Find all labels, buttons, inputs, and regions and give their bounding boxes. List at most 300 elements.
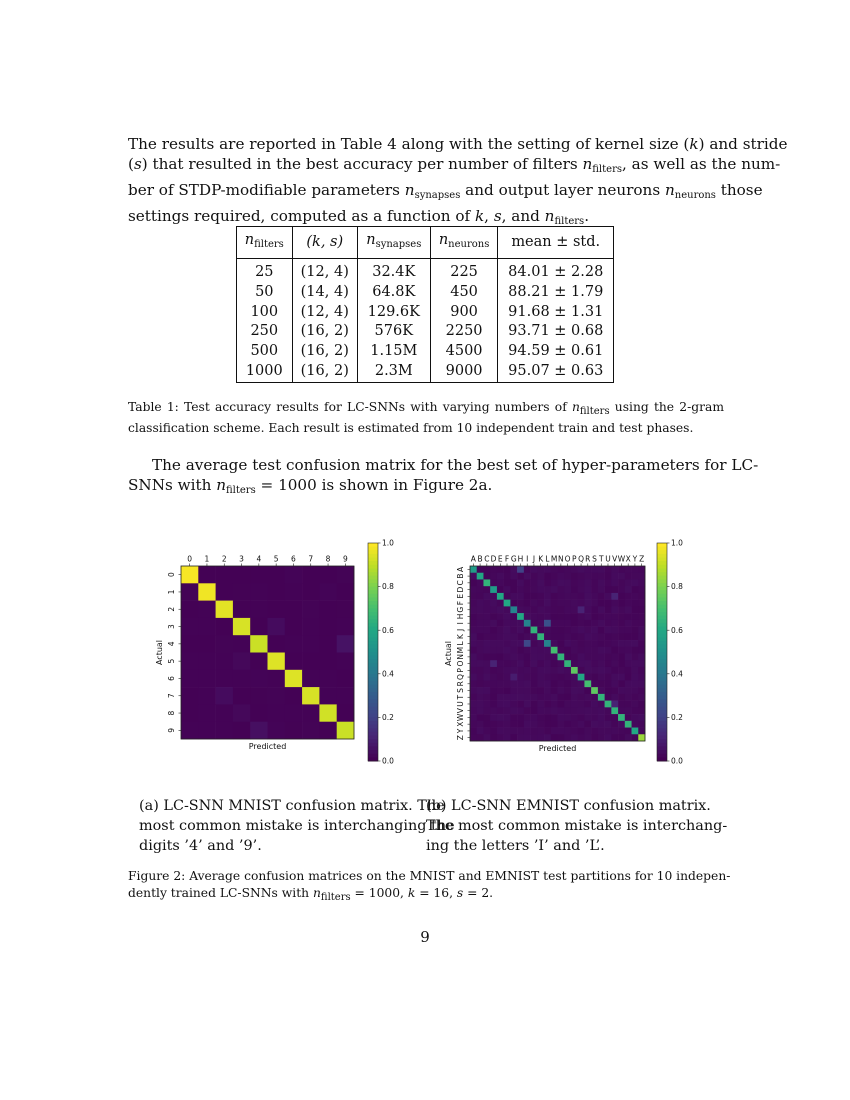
- colorbar-segment: [368, 623, 378, 627]
- table-cell: (16, 2): [292, 322, 357, 342]
- heatmap-cell: [537, 667, 544, 674]
- heatmap-cell: [544, 674, 551, 681]
- heatmap-cell: [510, 627, 517, 634]
- heatmap-cell: [544, 600, 551, 607]
- heatmap-cell: [250, 653, 268, 671]
- heatmap-cell: [497, 586, 504, 593]
- heatmap-cell: [531, 721, 538, 728]
- heatmap-cell: [477, 566, 484, 573]
- colorbar-segment: [657, 616, 667, 620]
- y-tick-label: X: [456, 721, 465, 727]
- colorbar-tick-label: 0.2: [382, 713, 394, 722]
- heatmap-cell: [591, 680, 598, 687]
- colorbar-segment: [657, 656, 667, 660]
- x-tick-label: W: [617, 554, 626, 564]
- heatmap-cell: [591, 586, 598, 593]
- heatmap-cell: [632, 620, 639, 627]
- table-cell: 91.68 ± 1.31: [498, 303, 614, 323]
- y-tick-label: P: [456, 668, 465, 673]
- heatmap-cell: [198, 601, 216, 619]
- heatmap-cell: [517, 660, 524, 667]
- colorbar-segment: [657, 681, 667, 685]
- heatmap-cell: [517, 566, 524, 573]
- heatmap-cell: [504, 606, 511, 613]
- heatmap-cell: [578, 566, 585, 573]
- heatmap-cell: [181, 704, 199, 722]
- colorbar-segment: [368, 688, 378, 692]
- colorbar-tick-label: 0.4: [671, 669, 683, 679]
- heatmap-cell: [517, 620, 524, 627]
- heatmap-cell: [632, 573, 639, 580]
- table-cell: 94.59 ± 0.61: [498, 342, 614, 362]
- heatmap-cell: [470, 687, 477, 694]
- heatmap-cell: [551, 593, 558, 600]
- heatmap-cell: [605, 734, 612, 741]
- x-tick-label: O: [564, 554, 571, 564]
- colorbar-tick-label: 0.4: [382, 669, 394, 679]
- heatmap-cell: [470, 714, 477, 721]
- heatmap-cell: [216, 670, 234, 688]
- heatmap-cell: [564, 707, 571, 714]
- heatmap-cell: [584, 640, 591, 647]
- heatmap-cell: [618, 627, 625, 634]
- heatmap-cell: [531, 579, 538, 586]
- x-tick-label: 2: [221, 554, 227, 564]
- heatmap-cell: [558, 728, 565, 735]
- table-cell: 129.6K: [357, 303, 430, 323]
- heatmap-cell: [250, 618, 268, 636]
- x-tick-label: X: [625, 554, 631, 564]
- heatmap-cell: [483, 647, 490, 654]
- colorbar-segment: [368, 652, 378, 656]
- heatmap-cell: [605, 613, 612, 620]
- heatmap-cell: [564, 606, 571, 613]
- heatmap-cell: [477, 640, 484, 647]
- heatmap-cell: [571, 620, 578, 627]
- y-tick-label: O: [456, 660, 465, 667]
- heatmap-cell: [605, 640, 612, 647]
- heatmap-cell: [302, 583, 320, 601]
- heatmap-cell: [558, 566, 565, 573]
- colorbar-segment: [368, 576, 378, 580]
- heatmap-cell: [517, 680, 524, 687]
- heatmap-cell: [483, 721, 490, 728]
- heatmap-cell: [632, 667, 639, 674]
- heatmap-cell: [250, 635, 268, 653]
- heatmap-cell: [531, 600, 538, 607]
- figure-caption-line-1: Figure 2: Average confusion matrices on the MNIST and EMNIST test partitions for 10 indepen-: [128, 869, 731, 883]
- heatmap-cell: [605, 586, 612, 593]
- heatmap-cell: [510, 660, 517, 667]
- heatmap-cell: [537, 694, 544, 701]
- heatmap-cell: [551, 566, 558, 573]
- colorbar-segment: [368, 750, 378, 754]
- heatmap-cell: [531, 714, 538, 721]
- heatmap-cell: [537, 647, 544, 654]
- heatmap-cell: [477, 680, 484, 687]
- heatmap-cell: [584, 579, 591, 586]
- colorbar-segment: [368, 670, 378, 674]
- heatmap-cell: [470, 701, 477, 708]
- heatmap-cell: [611, 707, 618, 714]
- colorbar-segment: [368, 743, 378, 747]
- x-tick-label: D: [490, 554, 497, 564]
- heatmap-cell: [625, 694, 632, 701]
- y-tick-label: J: [456, 628, 465, 632]
- heatmap-cell: [483, 633, 490, 640]
- heatmap-cell: [591, 627, 598, 634]
- heatmap-cell: [618, 606, 625, 613]
- heatmap-cell: [504, 701, 511, 708]
- colorbar-segment: [368, 707, 378, 711]
- colorbar-segment: [657, 717, 667, 721]
- heatmap-cell: [625, 579, 632, 586]
- heatmap-cell: [638, 627, 645, 634]
- colorbar-segment: [368, 754, 378, 758]
- heatmap-cell: [483, 660, 490, 667]
- heatmap-cell: [233, 670, 251, 688]
- heatmap-cell: [477, 633, 484, 640]
- x-tick-label: G: [510, 554, 517, 564]
- colorbar-segment: [368, 594, 378, 598]
- heatmap-cell: [564, 640, 571, 647]
- x-tick-label: I: [526, 554, 529, 564]
- heatmap-cell: [598, 667, 605, 674]
- heatmap-cell: [470, 667, 477, 674]
- heatmap-cell: [319, 687, 337, 705]
- heatmap-cell: [490, 566, 497, 573]
- heatmap-cell: [578, 680, 585, 687]
- heatmap-cell: [477, 721, 484, 728]
- colorbar-segment: [368, 677, 378, 681]
- heatmap-cell: [497, 593, 504, 600]
- heatmap-cell: [517, 707, 524, 714]
- heatmap-cell: [517, 687, 524, 694]
- para2-line-2: SNNs with $n_{filters} = 1000$ is shown in Figure 2a.: [128, 476, 493, 496]
- heatmap-cell: [470, 593, 477, 600]
- heatmap-cell: [544, 640, 551, 647]
- heatmap-cell: [558, 667, 565, 674]
- heatmap-cell: [531, 606, 538, 613]
- heatmap-cell: [558, 586, 565, 593]
- heatmap-cell: [584, 647, 591, 654]
- heatmap-cell: [537, 573, 544, 580]
- heatmap-cell: [591, 694, 598, 701]
- heatmap-cell: [551, 687, 558, 694]
- heatmap-cell: [564, 620, 571, 627]
- heatmap-cell: [483, 600, 490, 607]
- colorbar-segment: [368, 616, 378, 620]
- heatmap-cell: [216, 583, 234, 601]
- colorbar-segment: [657, 627, 667, 631]
- heatmap-cell: [584, 674, 591, 681]
- heatmap-cell: [605, 728, 612, 735]
- x-tick-label: 3: [239, 554, 244, 564]
- heatmap-cell: [558, 613, 565, 620]
- colorbar-tick-label: 0.6: [671, 625, 683, 635]
- heatmap-cell: [558, 633, 565, 640]
- heatmap-cell: [198, 618, 216, 636]
- subcaption-b: [426, 796, 728, 856]
- heatmap-cell: [638, 721, 645, 728]
- heatmap-cell: [558, 721, 565, 728]
- heatmap-cell: [477, 647, 484, 654]
- heatmap-cell: [558, 687, 565, 694]
- heatmap-cell: [337, 635, 355, 653]
- heatmap-cell: [510, 573, 517, 580]
- heatmap-cell: [632, 593, 639, 600]
- heatmap-cell: [531, 627, 538, 634]
- colorbar-segment: [368, 699, 378, 703]
- y-axis-label: Actual: [444, 640, 453, 667]
- y-tick-label: T: [456, 694, 465, 700]
- y-tick-label: 0: [167, 572, 176, 578]
- heatmap-cell: [558, 680, 565, 687]
- heatmap-cell: [504, 633, 511, 640]
- heatmap-cell: [558, 660, 565, 667]
- colorbar-tick-label: 0.2: [671, 713, 683, 722]
- heatmap-cell: [510, 633, 517, 640]
- heatmap-cell: [504, 654, 511, 661]
- heatmap-cell: [302, 670, 320, 688]
- heatmap-cell: [632, 566, 639, 573]
- heatmap-cell: [584, 660, 591, 667]
- heatmap-cell: [537, 620, 544, 627]
- colorbar-segment: [368, 717, 378, 721]
- y-tick-label: L: [456, 641, 465, 646]
- heatmap-cell: [524, 680, 531, 687]
- heatmap-cell: [544, 667, 551, 674]
- heatmap-cell: [598, 647, 605, 654]
- heatmap-cell: [181, 583, 199, 601]
- heatmap-cell: [483, 707, 490, 714]
- heatmap-cell: [605, 579, 612, 586]
- heatmap-cell: [504, 707, 511, 714]
- subcaption-a: [139, 796, 455, 856]
- colorbar-segment: [368, 579, 378, 583]
- heatmap-cell: [198, 670, 216, 688]
- heatmap-cell: [517, 654, 524, 661]
- heatmap-cell: [571, 613, 578, 620]
- heatmap-cell: [470, 633, 477, 640]
- heatmap-cell: [591, 620, 598, 627]
- heatmap-cell: [268, 601, 286, 619]
- table-cell: 900: [430, 303, 498, 323]
- x-tick-label: 4: [256, 554, 262, 564]
- heatmap-cell: [625, 680, 632, 687]
- heatmap-cell: [319, 670, 337, 688]
- colorbar-segment: [368, 568, 378, 572]
- heatmap-cell: [319, 618, 337, 636]
- heatmap-cell: [598, 694, 605, 701]
- table-cell: 250: [237, 322, 293, 342]
- heatmap-cell: [497, 667, 504, 674]
- heatmap-cell: [551, 606, 558, 613]
- x-tick-label: E: [497, 554, 503, 564]
- heatmap-cell: [632, 627, 639, 634]
- heatmap-cell: [558, 627, 565, 634]
- heatmap-cell: [524, 593, 531, 600]
- heatmap-cell: [216, 653, 234, 671]
- heatmap-cell: [531, 647, 538, 654]
- heatmap-cell: [591, 606, 598, 613]
- colorbar-segment: [368, 547, 378, 551]
- colorbar-segment: [657, 612, 667, 616]
- heatmap-cell: [558, 674, 565, 681]
- heatmap-cell: [531, 674, 538, 681]
- heatmap-cell: [611, 640, 618, 647]
- heatmap-cell: [470, 674, 477, 681]
- colorbar-segment: [368, 641, 378, 645]
- heatmap-cell: [181, 722, 199, 740]
- heatmap-cell: [638, 566, 645, 573]
- heatmap-cell: [578, 728, 585, 735]
- heatmap-cell: [611, 620, 618, 627]
- heatmap-cell: [544, 573, 551, 580]
- heatmap-cell: [504, 680, 511, 687]
- heatmap-cell: [250, 687, 268, 705]
- heatmap-cell: [537, 627, 544, 634]
- heatmap-cell: [618, 593, 625, 600]
- heatmap-cell: [268, 687, 286, 705]
- heatmap-cell: [598, 579, 605, 586]
- heatmap-cell: [571, 674, 578, 681]
- x-tick-label: T: [598, 554, 604, 564]
- heatmap-cell: [605, 721, 612, 728]
- heatmap-cell: [537, 714, 544, 721]
- heatmap-cell: [517, 694, 524, 701]
- heatmap-cell: [564, 721, 571, 728]
- heatmap-cell: [584, 714, 591, 721]
- heatmap-cell: [551, 654, 558, 661]
- heatmap-cell: [531, 640, 538, 647]
- y-tick-label: 5: [167, 658, 176, 664]
- heatmap-cell: [497, 633, 504, 640]
- heatmap-cell: [625, 586, 632, 593]
- heatmap-cell: [558, 579, 565, 586]
- heatmap-cell: [632, 734, 639, 741]
- heatmap-cell: [564, 667, 571, 674]
- y-tick-label: I: [456, 622, 465, 625]
- colorbar-segment: [368, 648, 378, 652]
- figure-caption-line-2: dently trained LC-SNNs with $n_{filters} = 1000$, k = 16, s = 2.: [128, 886, 494, 903]
- colorbar-segment: [368, 550, 378, 554]
- heatmap-cell: [584, 606, 591, 613]
- colorbar-tick-label: 0.0: [382, 756, 394, 766]
- colorbar-segment: [657, 692, 667, 696]
- y-tick-label: W: [456, 713, 465, 722]
- heatmap-cell: [625, 660, 632, 667]
- colorbar-segment: [657, 608, 667, 612]
- heatmap-cell: [470, 694, 477, 701]
- y-tick-label: F: [456, 600, 465, 606]
- heatmap-cell: [233, 687, 251, 705]
- heatmap-cell: [531, 680, 538, 687]
- heatmap-cell: [611, 728, 618, 735]
- header-nfilters: $n_{filters}$: [237, 227, 293, 259]
- heatmap-cell: [517, 647, 524, 654]
- heatmap-cell: [591, 701, 598, 708]
- heatmap-cell: [524, 606, 531, 613]
- heatmap-cell: [558, 600, 565, 607]
- table-row: [237, 283, 614, 303]
- table-cell: 9000: [430, 362, 498, 382]
- heatmap-cell: [618, 680, 625, 687]
- heatmap-cell: [470, 721, 477, 728]
- heatmap-cell: [638, 620, 645, 627]
- heatmap-cell: [490, 620, 497, 627]
- heatmap-cell: [605, 620, 612, 627]
- heatmap-cell: [497, 707, 504, 714]
- heatmap-cell: [578, 620, 585, 627]
- heatmap-cell: [517, 606, 524, 613]
- heatmap-cell: [605, 593, 612, 600]
- x-axis-label: Predicted: [538, 744, 577, 753]
- colorbar-segment: [657, 696, 667, 700]
- heatmap-cell: [524, 660, 531, 667]
- heatmap-cell: [578, 701, 585, 708]
- heatmap-cell: [611, 613, 618, 620]
- heatmap-cell: [510, 600, 517, 607]
- heatmap-cell: [571, 680, 578, 687]
- heatmap-cell: [510, 647, 517, 654]
- heatmap-cell: [632, 694, 639, 701]
- heatmap-cell: [632, 606, 639, 613]
- heatmap-cell: [250, 601, 268, 619]
- heatmap-cell: [497, 627, 504, 634]
- heatmap-cell: [551, 714, 558, 721]
- heatmap-cell: [233, 618, 251, 636]
- heatmap-cell: [497, 687, 504, 694]
- heatmap-cell: [632, 579, 639, 586]
- colorbar-segment: [657, 550, 667, 554]
- x-tick-label: P: [572, 554, 577, 564]
- heatmap-cell: [584, 613, 591, 620]
- intro-line-2: (s) that resulted in the best accuracy per number of filters $n_{filters}$, as well as the num-: [128, 155, 781, 175]
- heatmap-cell: [285, 670, 303, 688]
- heatmap-cell: [490, 633, 497, 640]
- emnist-confusion-matrix: [435, 535, 705, 770]
- heatmap-cell: [337, 618, 355, 636]
- heatmap-cell: [611, 660, 618, 667]
- y-tick-label: G: [456, 606, 465, 613]
- heatmap-cell: [544, 707, 551, 714]
- heatmap-cell: [578, 721, 585, 728]
- heatmap-cell: [198, 653, 216, 671]
- heatmap-cell: [510, 613, 517, 620]
- subcaption-a-line-1: (a) LC-SNN MNIST confusion matrix. The: [139, 798, 445, 814]
- heatmap-cell: [477, 728, 484, 735]
- heatmap-cell: [490, 606, 497, 613]
- heatmap-cell: [524, 707, 531, 714]
- heatmap-cell: [584, 566, 591, 573]
- y-tick-label: S: [456, 688, 465, 693]
- heatmap-cell: [477, 586, 484, 593]
- heatmap-cell: [578, 606, 585, 613]
- heatmap-cell: [584, 687, 591, 694]
- heatmap-cell: [544, 728, 551, 735]
- heatmap-cell: [524, 701, 531, 708]
- heatmap-cell: [497, 660, 504, 667]
- heatmap-cell: [477, 593, 484, 600]
- colorbar-segment: [368, 605, 378, 609]
- heatmap-cell: [618, 579, 625, 586]
- colorbar-segment: [657, 750, 667, 754]
- heatmap-cell: [611, 606, 618, 613]
- heatmap-cell: [531, 586, 538, 593]
- page-number: 9: [420, 928, 430, 946]
- heatmap-cell: [558, 734, 565, 741]
